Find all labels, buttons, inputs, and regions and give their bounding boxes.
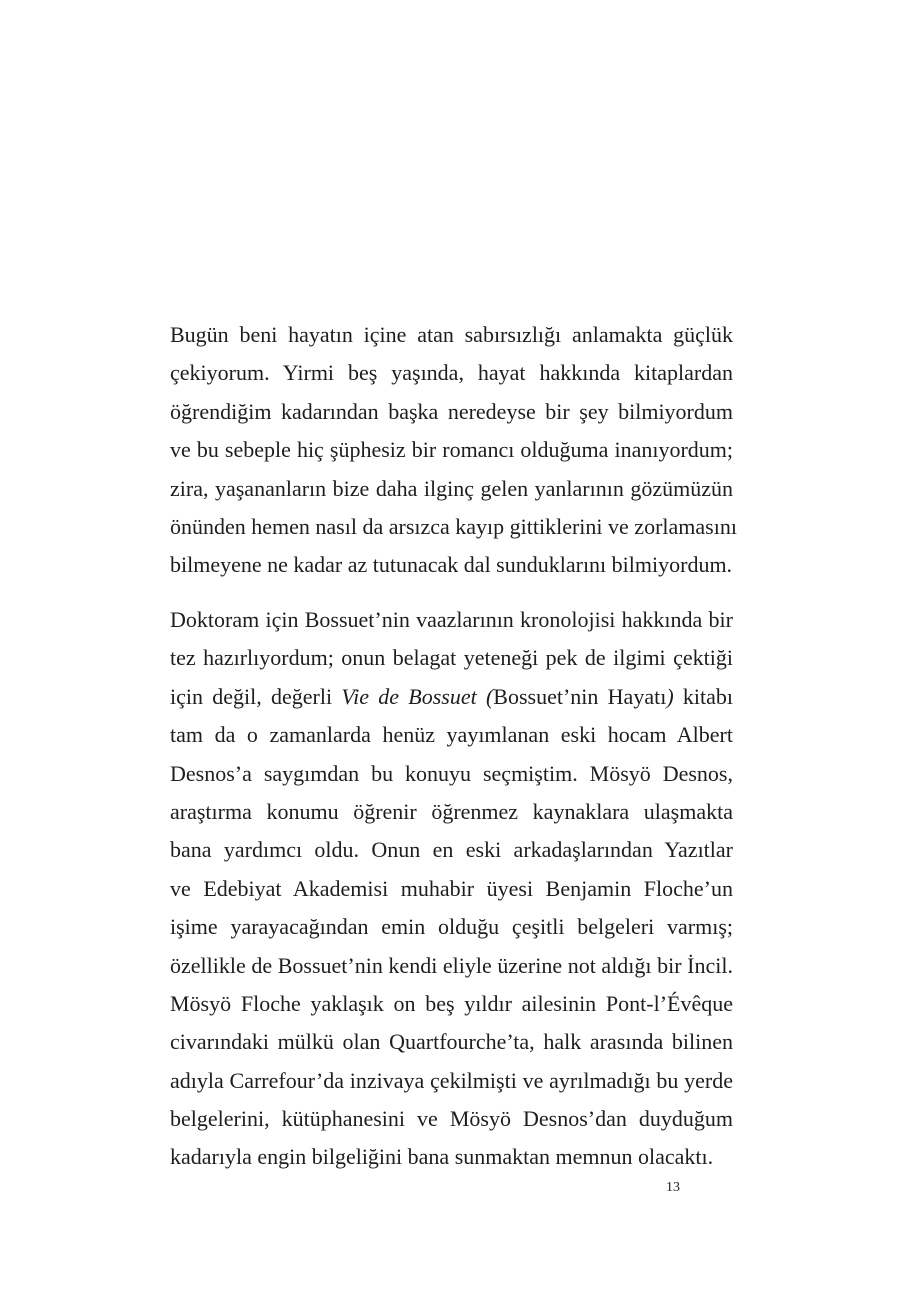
text-run: Bossuet’nin Hayatı	[493, 683, 667, 709]
text-line: bana yardımcı oldu. Onun en eski arkadaşlarından Yazıtlar	[170, 837, 733, 863]
text-line: Mösyö Floche yaklaşık on beş yıldır ailesinin Pont-l’Évêque	[170, 990, 733, 1016]
text-line: Bugün beni hayatın içine atan sabırsızlığı anlamakta güçlük	[170, 322, 733, 347]
text-run: için değil, değerli	[170, 683, 342, 709]
paragraph-1	[170, 316, 737, 585]
text-line: özellikle de Bossuet’nin kendi eliyle üzerine not aldığı bir İncil.	[170, 952, 733, 978]
text-line: tam da o zamanlarda henüz yayımlanan eski hocam Albert	[170, 722, 733, 748]
text-line: Desnos’a saygımdan bu konuyu seçmiştim. Mösyö Desnos,	[170, 760, 733, 786]
text-line: kadarıyla engin bilgeliğini bana sunmaktan memnun olacaktı.	[170, 1144, 714, 1170]
text-line: tez hazırlıyordum; onun belagat yeteneği pek de ilgimi çektiği	[170, 645, 733, 671]
paragraph-2	[170, 601, 733, 1177]
text-line: öğrendiğim kadarından başka neredeyse bir şey bilmiyordum	[170, 398, 733, 424]
text-line: önünden hemen nasıl da arsızca kayıp gittiklerini ve zorlamasını	[170, 513, 737, 539]
text-line: zira, yaşananların bize daha ilginç gelen yanlarının gözümüzün	[170, 475, 733, 501]
text-line: ve bu sebeple hiç şüphesiz bir romancı olduğuma inanıyordum;	[170, 437, 733, 463]
text-run: kitabı	[673, 683, 733, 709]
text-line: çekiyorum. Yirmi beş yaşında, hayat hakkında kitaplardan	[170, 360, 733, 386]
text-line: ve Edebiyat Akademisi muhabir üyesi Benjamin Floche’un	[170, 875, 733, 901]
text-line: işime yarayacağından emin olduğu çeşitli belgeleri varmış;	[170, 914, 733, 940]
text-line: civarındaki mülkü olan Quartfourche’ta, halk arasında bilinen	[170, 1029, 733, 1055]
text-line	[170, 678, 733, 716]
text-line: adıyla Carrefour’da inzivaya çekilmişti ve ayrılmadığı bu yerde	[170, 1067, 733, 1093]
italic-paren: )	[666, 683, 674, 709]
text-line: belgelerini, kütüphanesini ve Mösyö Desnos’dan duyduğum	[170, 1106, 733, 1132]
page-number: 13	[666, 1180, 680, 1195]
book-title-italic: Vie de Bossuet (	[341, 683, 494, 709]
text-line: araştırma konumu öğrenir öğrenmez kaynaklara ulaşmakta	[170, 798, 733, 824]
text-line: Doktoram için Bossuet’nin vaazlarının kronolojisi hakkında bir	[170, 607, 733, 632]
text-line: bilmeyene ne kadar az tutunacak dal sunduklarını bilmiyordum.	[170, 552, 733, 578]
